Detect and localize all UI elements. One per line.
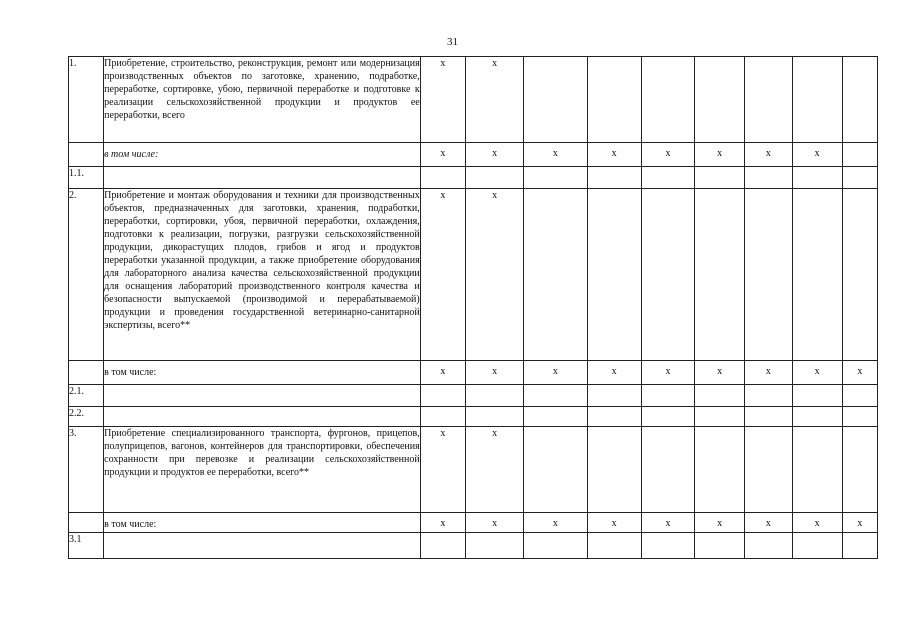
mark-cell [842,385,877,407]
mark-cell [641,385,694,407]
table-row [69,407,878,427]
mark-cell [587,427,641,513]
mark-cell [745,407,792,427]
table-row [69,167,878,189]
mark-cell [465,385,523,407]
mark-cell [524,57,587,143]
mark-cell: x [420,427,465,513]
row-number-cell [69,513,104,533]
page-number: 31 [447,36,458,48]
mark-cell [587,407,641,427]
mark-cell [641,57,694,143]
mark-cell [792,57,842,143]
mark-cell: x [420,143,465,167]
mark-cell: x [641,143,694,167]
table-row [69,143,878,167]
mark-cell: x [745,143,792,167]
mark-cell [641,407,694,427]
mark-cell [524,385,587,407]
mark-cell [792,407,842,427]
mark-cell [465,167,523,189]
mark-cell [641,427,694,513]
table-body [69,57,878,559]
mark-cell [842,533,877,559]
mark-cell [842,143,877,167]
mark-cell: x [420,57,465,143]
mark-cell [695,407,745,427]
table-row [69,361,878,385]
mark-cell [587,189,641,361]
mark-cell [842,189,877,361]
mark-cell [745,167,792,189]
mark-cell [641,167,694,189]
mark-cell [524,427,587,513]
table-row [69,189,878,361]
table-row [69,427,878,513]
mark-cell: x [587,143,641,167]
mark-cell [420,533,465,559]
mark-cell [420,167,465,189]
mark-cell [420,385,465,407]
mark-cell [792,189,842,361]
mark-cell [465,407,523,427]
row-description-cell: Приобретение, строительство, реконструкция, ремонт или модернизация производственных объектов по заготовке, хранению, подработке, переработке, сортировке, убою, первичной переработке и подготовке к реализации сельскохозяйственной продукции и продуктов ее переработки, всего [104,57,421,143]
mark-cell: x [695,361,745,385]
mark-cell [695,189,745,361]
mark-cell: x [465,57,523,143]
mark-cell [587,533,641,559]
mark-cell [695,385,745,407]
row-number-cell: 1. [69,57,104,143]
row-description-cell: в том числе: [104,513,421,533]
mark-cell: x [792,143,842,167]
row-description-cell: Приобретение специализированного транспорта, фургонов, прицепов, полуприцепов, вагонов, контейнеров для транспортировки, обеспечения сохранности при перевозке и реализации сельскохозяйственной продукции и продуктов ее переработки, всего** [104,427,421,513]
table-row [69,533,878,559]
mark-cell [745,385,792,407]
mark-cell [524,167,587,189]
row-number-cell: 3.1 [69,533,104,559]
mark-cell: x [420,361,465,385]
mark-cell: x [792,361,842,385]
mark-cell [695,533,745,559]
mark-cell [641,189,694,361]
mark-cell: x [465,427,523,513]
mark-cell [524,407,587,427]
row-description-cell [104,167,421,189]
row-description-cell: в том числе: [104,361,421,385]
mark-cell: x [745,513,792,533]
row-number-cell [69,143,104,167]
mark-cell [695,57,745,143]
mark-cell [842,407,877,427]
row-number-cell: 2.2. [69,407,104,427]
mark-cell [587,167,641,189]
mark-cell [745,533,792,559]
mark-cell: x [842,361,877,385]
mark-cell [792,533,842,559]
row-number-cell: 2.1. [69,385,104,407]
mark-cell [745,189,792,361]
mark-cell [524,189,587,361]
mark-cell: x [641,361,694,385]
mark-cell: x [695,143,745,167]
mark-cell [842,167,877,189]
mark-cell: x [524,143,587,167]
mark-cell: x [842,513,877,533]
mark-cell: x [465,143,523,167]
mark-cell [420,407,465,427]
table-row [69,385,878,407]
table-row [69,513,878,533]
mark-cell: x [587,513,641,533]
row-description-cell [104,407,421,427]
mark-cell: x [465,361,523,385]
mark-cell [745,57,792,143]
mark-cell: x [465,189,523,361]
mark-cell [465,533,523,559]
mark-cell [792,385,842,407]
mark-cell [792,427,842,513]
row-description-cell [104,533,421,559]
mark-cell: x [524,361,587,385]
row-description-cell: Приобретение и монтаж оборудования и техники для производственных объектов, предназначенных для заготовки, хранения, подработки, переработки, сортировки, убоя, первичной переработки, охлаждения, подготовки к реализации, погрузки, разгрузки сельскохозяйственной продукции, дикорастущих плодов, грибов и ягод и продуктов переработки указанной продукции, а также приобретение оборудования для лабораторного анализа качества сельскохозяйственной продукции для оснащения лабораторий производственного контроля качества и безопасности выпускаемой (производимой и перерабатываемой) продукции и проведения государственной ветеринарно-санитарной экспертизы, всего** [104,189,421,361]
row-description-cell [104,385,421,407]
mark-cell: x [745,361,792,385]
mark-cell: x [420,513,465,533]
table-row [69,57,878,143]
mark-cell [587,57,641,143]
row-number-cell: 3. [69,427,104,513]
mark-cell [695,427,745,513]
row-number-cell: 2. [69,189,104,361]
mark-cell [842,57,877,143]
mark-cell: x [465,513,523,533]
mark-cell: x [420,189,465,361]
row-number-cell: 1.1. [69,167,104,189]
mark-cell: x [792,513,842,533]
mark-cell [745,427,792,513]
mark-cell: x [695,513,745,533]
mark-cell [641,533,694,559]
row-description-cell: в том числе: [104,143,421,167]
mark-cell [524,533,587,559]
row-number-cell [69,361,104,385]
mark-cell: x [587,361,641,385]
mark-cell [587,385,641,407]
document-table [68,56,878,559]
mark-cell [695,167,745,189]
mark-cell: x [524,513,587,533]
mark-cell [792,167,842,189]
mark-cell [842,427,877,513]
mark-cell: x [641,513,694,533]
